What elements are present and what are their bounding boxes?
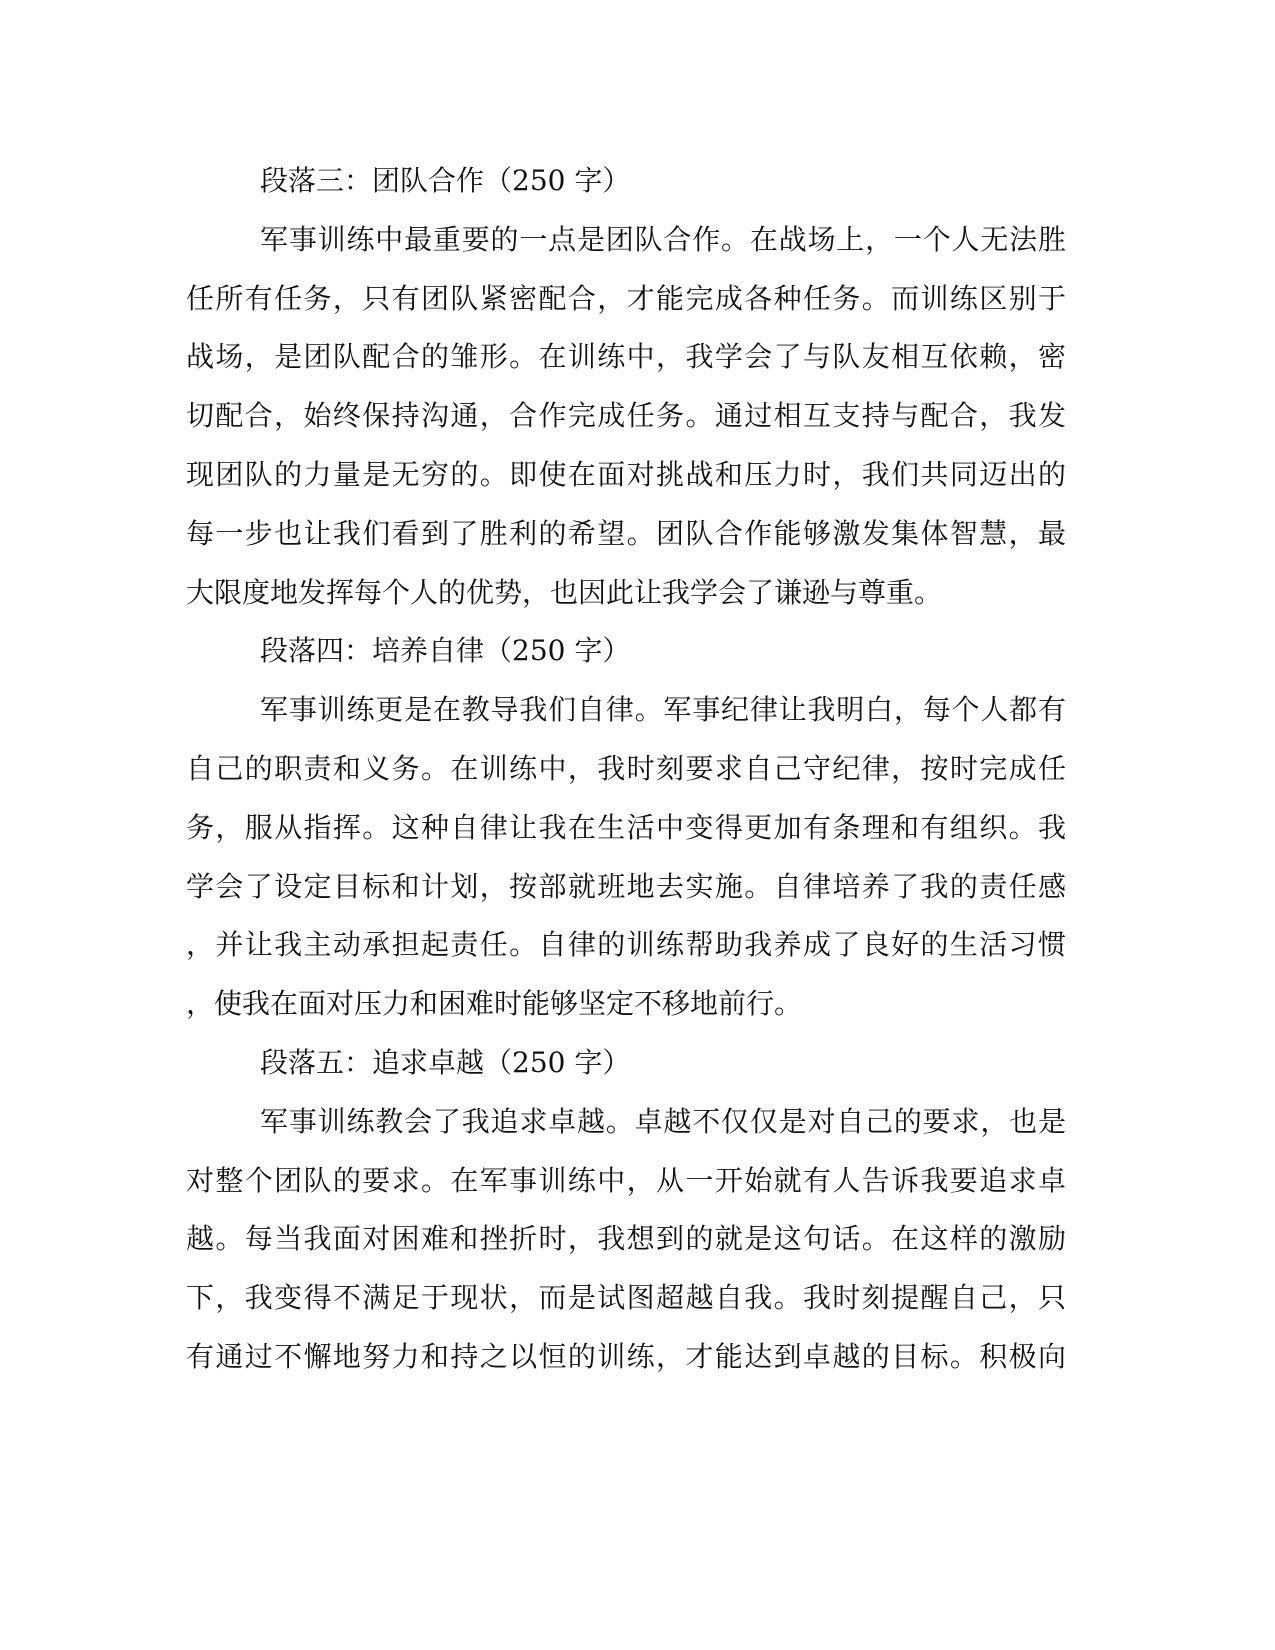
paragraph-line: 有通过不懈地努力和持之以恒的训练，才能达到卓越的目标。积极向 — [186, 1340, 1066, 1373]
paragraph-line: 大限度地发挥每个人的优势，也因此让我学会了谦逊与尊重。 — [186, 576, 943, 609]
paragraph-line: 军事训练中最重要的一点是团队合作。在战场上，一个人无法胜 — [260, 223, 1066, 256]
paragraph-line: ，使我在面对压力和困难时能够坚定不移地前行。 — [186, 987, 803, 1020]
paragraph-line: 战场，是团队配合的雏形。在训练中，我学会了与队友相互依赖，密 — [186, 340, 1066, 373]
section-heading-teamwork: 段落三：团队合作（250 字） — [260, 164, 631, 197]
paragraph-line: 现团队的力量是无穷的。即使在面对挑战和压力时，我们共同迈出的 — [186, 458, 1066, 491]
section-heading-excellence: 段落五：追求卓越（250 字） — [260, 1046, 631, 1079]
paragraph-line: 军事训练更是在教导我们自律。军事纪律让我明白，每个人都有 — [260, 693, 1066, 726]
paragraph-line: 对整个团队的要求。在军事训练中，从一开始就有人告诉我要追求卓 — [186, 1164, 1066, 1197]
paragraph-line: 任所有任务，只有团队紧密配合，才能完成各种任务。而训练区别于 — [186, 282, 1066, 315]
paragraph-line: ，并让我主动承担起责任。自律的训练帮助我养成了良好的生活习惯 — [186, 928, 1066, 961]
paragraph-line: 每一步也让我们看到了胜利的希望。团队合作能够激发集体智慧，最 — [186, 517, 1066, 550]
section-heading-self-discipline: 段落四：培养自律（250 字） — [260, 634, 631, 667]
paragraph-line: 下，我变得不满足于现状，而是试图超越自我。我时刻提醒自己，只 — [186, 1281, 1066, 1314]
paragraph-line: 越。每当我面对困难和挫折时，我想到的就是这句话。在这样的激励 — [186, 1222, 1066, 1255]
paragraph-line: 务，服从指挥。这种自律让我在生活中变得更加有条理和有组织。我 — [186, 811, 1066, 844]
paragraph-line: 学会了设定目标和计划，按部就班地去实施。自律培养了我的责任感 — [186, 870, 1066, 903]
paragraph-line: 切配合，始终保持沟通，合作完成任务。通过相互支持与配合，我发 — [186, 399, 1066, 432]
paragraph-line: 军事训练教会了我追求卓越。卓越不仅仅是对自己的要求，也是 — [260, 1105, 1066, 1138]
paragraph-line: 自己的职责和义务。在训练中，我时刻要求自己守纪律，按时完成任 — [186, 752, 1066, 785]
